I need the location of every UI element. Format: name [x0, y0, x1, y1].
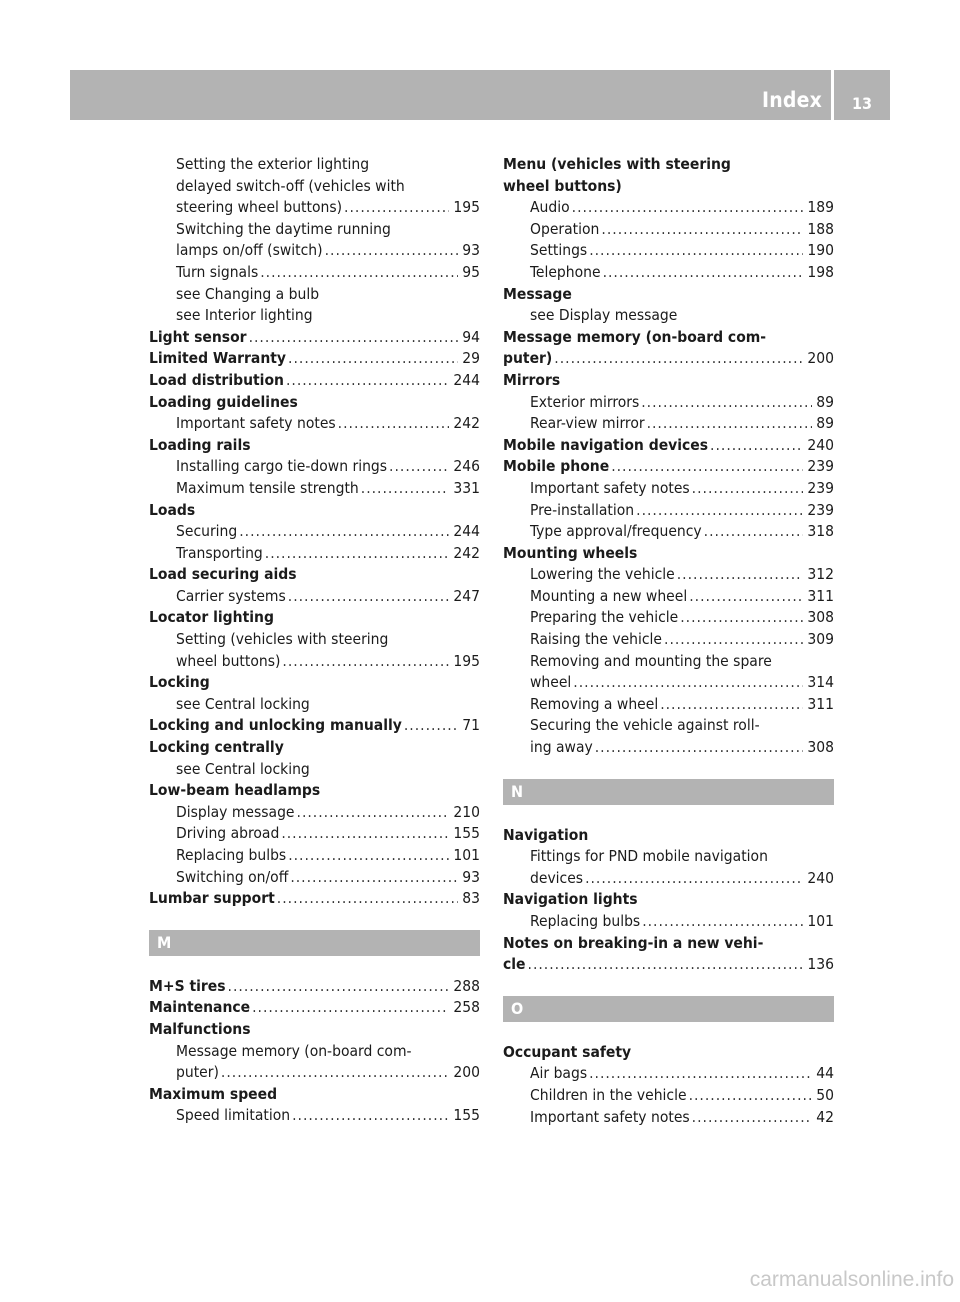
index-entry-text: Locking centrally — [149, 738, 284, 757]
index-entry-text: Limited Warranty — [149, 349, 287, 368]
dot-leader — [221, 1062, 449, 1084]
page-number: 13 — [851, 94, 873, 113]
index-entry-text: Low-beam headlamps — [149, 781, 321, 800]
index-page-ref: 311 — [807, 694, 834, 713]
index-entry-text: Lowering the vehicle — [530, 565, 675, 584]
index-entry — [149, 1019, 480, 1041]
index-subentry — [149, 521, 480, 543]
index-entry-text: Switching the daytime running — [176, 219, 391, 238]
index-entry-text: Navigation lights — [503, 890, 638, 909]
index-entry-text: Children in the vehicle — [530, 1085, 687, 1104]
index-letter-heading: O — [503, 996, 834, 1022]
index-subentry — [149, 543, 480, 565]
index-page-ref: 239 — [807, 457, 834, 476]
index-entry-text: Mounting a new wheel — [530, 586, 688, 605]
index-page-ref: 312 — [807, 565, 834, 584]
index-subentry — [503, 868, 834, 890]
index-subentry — [149, 1041, 480, 1063]
index-entry-text: Settings — [530, 241, 588, 260]
index-entry-text: lamps on/off (switch) — [176, 241, 323, 260]
index-entry — [503, 543, 834, 565]
dot-leader — [249, 327, 459, 349]
dot-leader — [290, 867, 458, 889]
index-page-ref: 200 — [807, 349, 834, 368]
dot-leader — [647, 413, 813, 435]
index-entry — [503, 889, 834, 911]
index-entry-text: see Central locking — [176, 759, 310, 778]
index-page-ref: 93 — [462, 241, 480, 260]
index-entry-text: Pre-installation — [530, 500, 635, 519]
index-entry-text: cle — [503, 955, 526, 974]
dot-leader — [611, 456, 803, 478]
dot-leader — [281, 823, 449, 845]
index-entry — [503, 370, 834, 392]
index-subentry — [503, 1107, 834, 1129]
index-entry-text: Operation — [530, 219, 600, 238]
index-page-ref: 44 — [816, 1064, 834, 1083]
index-entry-text: M+S tires — [149, 976, 226, 995]
index-entry-text: Preparing the vehicle — [530, 608, 679, 627]
index-entry-text: Load distribution — [149, 370, 284, 389]
index-entry-text: Menu (vehicles with steering — [503, 155, 731, 173]
index-entry — [149, 607, 480, 629]
index-entry — [149, 1084, 480, 1106]
index-entry-text: Telephone — [530, 262, 601, 281]
index-entry-text: Message — [503, 284, 572, 303]
index-subentry — [149, 629, 480, 651]
index-subentry — [149, 478, 480, 500]
index-subentry — [503, 629, 834, 651]
index-entry — [503, 348, 834, 370]
index-entry — [503, 825, 834, 847]
index-page-ref: 101 — [807, 912, 834, 930]
index-entry-text: Locking and unlocking manually — [149, 716, 402, 735]
index-entry — [149, 564, 480, 586]
index-page-ref: 210 — [453, 802, 480, 821]
index-entry — [149, 327, 480, 349]
index-subentry — [149, 1062, 480, 1084]
index-entry-text: devices — [530, 868, 584, 887]
dot-leader — [589, 1063, 812, 1085]
dot-leader — [601, 219, 803, 241]
index-subentry — [503, 694, 834, 716]
index-subentry — [149, 823, 480, 845]
dot-leader — [660, 694, 803, 716]
index-page-ref: 242 — [453, 543, 480, 562]
index-page-ref: 93 — [462, 867, 480, 886]
index-page-ref: 244 — [453, 370, 480, 389]
index-subentry — [149, 413, 480, 435]
index-page-ref: 195 — [453, 651, 480, 670]
index-entry-text: Replacing bulbs — [176, 846, 287, 864]
index-entry — [503, 176, 834, 198]
index-subentry — [503, 500, 834, 522]
index-subentry — [503, 607, 834, 629]
index-column-right — [503, 154, 834, 1128]
dot-leader — [344, 197, 449, 219]
dot-leader — [710, 435, 803, 457]
index-entry-text: Maximum speed — [149, 1084, 278, 1103]
dot-leader — [325, 240, 459, 262]
index-subentry — [149, 867, 480, 889]
index-page-ref: 94 — [462, 327, 480, 346]
index-entry-text: see Display message — [530, 306, 678, 325]
index-entry — [503, 284, 834, 306]
index-subentry — [149, 176, 480, 198]
index-subentry — [503, 240, 834, 262]
dot-leader — [554, 348, 803, 370]
index-entry-text: Mounting wheels — [503, 543, 638, 562]
index-page-ref: 95 — [462, 262, 480, 281]
index-subentry — [149, 284, 480, 306]
index-entry — [503, 1042, 834, 1064]
index-entry-text: Loading rails — [149, 435, 251, 454]
dot-leader — [677, 564, 804, 586]
dot-leader — [692, 478, 804, 500]
index-entry-text: Securing the vehicle against roll- — [530, 716, 760, 735]
dot-leader — [641, 392, 812, 414]
dot-leader — [228, 976, 450, 998]
index-entry-text: Load securing aids — [149, 565, 297, 584]
index-subentry — [149, 154, 480, 176]
index-entry-text: Message memory (on-board com- — [176, 1041, 412, 1060]
index-entry-text: Loads — [149, 500, 196, 519]
index-entry-text: Fittings for PND mobile navigation — [530, 847, 768, 866]
dot-leader — [282, 651, 449, 673]
index-entry-text: Loading guidelines — [149, 392, 298, 411]
index-entry-text: puter) — [176, 1063, 219, 1082]
index-subentry — [503, 478, 834, 500]
index-entry — [149, 435, 480, 457]
index-entry — [503, 435, 834, 457]
index-entry-text: Important safety notes — [530, 478, 690, 497]
index-subentry — [503, 413, 834, 435]
index-subentry — [503, 262, 834, 284]
index-entry-text: Switching on/off — [176, 867, 289, 886]
index-entry-text: Maintenance — [149, 998, 251, 1017]
index-entry-text: Transporting — [176, 543, 263, 562]
index-subentry — [503, 911, 834, 933]
index-entry-text: Driving abroad — [176, 824, 280, 843]
dot-leader — [664, 629, 803, 651]
index-entry-text: Navigation — [503, 825, 589, 844]
index-subentry — [149, 759, 480, 781]
index-subentry — [503, 521, 834, 543]
dot-leader — [572, 197, 804, 219]
index-entry-text: Replacing bulbs — [530, 912, 641, 930]
index-page-ref: 308 — [807, 608, 834, 627]
index-subentry — [503, 305, 834, 327]
dot-leader — [297, 802, 450, 824]
index-page-ref: 195 — [453, 198, 480, 217]
index-subentry — [503, 197, 834, 219]
index-entry-text: Mirrors — [503, 370, 561, 389]
index-letter-heading: M — [149, 930, 480, 956]
index-entry-text: Setting (vehicles with steering — [176, 630, 389, 649]
index-entry — [149, 976, 480, 998]
index-page-ref: 331 — [453, 478, 480, 497]
index-subentry — [149, 456, 480, 478]
index-entry-text: wheel buttons) — [503, 176, 622, 195]
index-page-ref: 239 — [807, 500, 834, 519]
index-entry — [149, 715, 480, 737]
index-subentry — [503, 651, 834, 673]
index-page-ref: 309 — [807, 630, 834, 649]
index-entry-text: Occupant safety — [503, 1042, 632, 1061]
dot-leader — [589, 240, 803, 262]
index-subentry — [503, 586, 834, 608]
dot-leader — [288, 845, 449, 867]
dot-leader — [292, 1105, 449, 1127]
index-entry — [503, 154, 834, 176]
index-page-ref: 240 — [807, 435, 834, 454]
index-page-ref: 188 — [807, 219, 834, 238]
index-subentry — [149, 240, 480, 262]
dot-leader — [288, 348, 458, 370]
index-subentry — [503, 564, 834, 586]
index-entry-text: Malfunctions — [149, 1019, 251, 1038]
dot-leader — [389, 456, 449, 478]
dot-leader — [585, 868, 803, 890]
index-entry-text: Removing a wheel — [530, 694, 659, 713]
index-entry-text: Air bags — [530, 1064, 588, 1083]
index-entry-text: Mobile navigation devices — [503, 435, 709, 454]
index-entry-text: Speed limitation — [176, 1106, 291, 1125]
index-entry-text: Maximum tensile strength — [176, 478, 359, 497]
dot-leader — [704, 521, 804, 543]
index-entry-text: Locking — [149, 673, 210, 692]
index-page-ref: 314 — [807, 673, 834, 692]
dot-leader — [277, 888, 458, 910]
index-entry-text: Notes on breaking-in a new vehi- — [503, 933, 764, 952]
index-entry-text: delayed switch-off (vehicles with — [176, 176, 405, 195]
index-entry-text: Exterior mirrors — [530, 392, 640, 411]
index-page-ref: 318 — [807, 522, 834, 541]
index-entry — [149, 500, 480, 522]
index-page-ref: 200 — [453, 1063, 480, 1082]
index-page-ref: 189 — [807, 198, 834, 217]
index-page-ref: 308 — [807, 738, 834, 757]
index-subentry — [149, 219, 480, 241]
dot-leader — [260, 262, 458, 284]
index-entry-text: steering wheel buttons) — [176, 198, 343, 217]
index-page-ref: 247 — [453, 586, 480, 605]
index-entry-text: see Interior lighting — [176, 306, 313, 325]
index-entry — [149, 672, 480, 694]
index-page-ref: 83 — [462, 889, 480, 908]
index-entry-text: Lumbar support — [149, 889, 275, 908]
dot-leader — [265, 543, 450, 565]
dot-leader — [689, 586, 803, 608]
index-page-ref: 246 — [453, 457, 480, 476]
dot-leader — [288, 586, 450, 608]
dot-leader — [689, 1085, 813, 1107]
index-subentry — [149, 262, 480, 284]
index-page-ref: 136 — [807, 955, 834, 974]
index-subentry — [503, 392, 834, 414]
dot-leader — [239, 521, 449, 543]
index-entry-text: ing away — [530, 738, 593, 757]
index-page-ref: 242 — [453, 414, 480, 433]
index-page-ref: 89 — [816, 414, 834, 433]
index-page-ref: 155 — [453, 1106, 480, 1125]
dot-leader — [692, 1107, 813, 1129]
dot-leader — [361, 478, 450, 500]
index-subentry — [149, 586, 480, 608]
index-entry-text: Carrier systems — [176, 586, 286, 605]
index-page-ref: 89 — [816, 392, 834, 411]
index-entry-text: Type approval/frequency — [530, 522, 702, 541]
index-entry-text: Important safety notes — [176, 414, 336, 433]
index-entry-text: puter) — [503, 349, 553, 368]
dot-leader — [642, 911, 803, 933]
index-entry-text: see Changing a bulb — [176, 284, 320, 303]
index-entry-text: Turn signals — [176, 262, 259, 281]
index-entry-text: Audio — [530, 198, 570, 217]
index-entry-text: Removing and mounting the spare — [530, 651, 772, 670]
index-entry — [149, 370, 480, 392]
index-entry — [149, 737, 480, 759]
watermark: carmanualsonline.info — [749, 1268, 954, 1291]
dot-leader — [338, 413, 450, 435]
index-page-ref: 239 — [807, 478, 834, 497]
index-page-ref: 311 — [807, 586, 834, 605]
dot-leader — [680, 607, 803, 629]
index-entry-text: Display message — [176, 802, 295, 821]
dot-leader — [573, 672, 803, 694]
index-subentry — [149, 802, 480, 824]
index-entry — [149, 348, 480, 370]
index-entry-text: Message memory (on-board com- — [503, 327, 767, 346]
index-entry-text: Setting the exterior lighting — [176, 155, 370, 173]
index-page-ref: 101 — [453, 846, 480, 864]
index-entry-text: Locator lighting — [149, 608, 274, 627]
index-subentry — [149, 1105, 480, 1127]
index-page-ref: 42 — [816, 1107, 834, 1126]
index-subentry — [503, 846, 834, 868]
index-entry — [503, 954, 834, 976]
index-subentry — [149, 651, 480, 673]
dot-leader — [404, 715, 458, 737]
dot-leader — [286, 370, 449, 392]
dot-leader — [252, 997, 449, 1019]
index-letter-heading: N — [503, 779, 834, 805]
index-entry-text: Light sensor — [149, 327, 247, 346]
index-page-ref: 288 — [453, 976, 480, 995]
index-entry — [149, 997, 480, 1019]
index-page-ref: 71 — [462, 716, 480, 735]
index-page-ref: 155 — [453, 824, 480, 843]
index-entry — [503, 327, 834, 349]
index-page-ref: 244 — [453, 522, 480, 541]
index-entry-text: Installing cargo tie-down rings — [176, 457, 388, 476]
index-page-ref: 240 — [807, 868, 834, 887]
index-page-ref: 258 — [453, 998, 480, 1017]
index-entry — [503, 456, 834, 478]
index-entry — [149, 888, 480, 910]
dot-leader — [595, 737, 804, 759]
page-section-title: Index — [761, 88, 822, 112]
dot-leader — [603, 262, 804, 284]
index-column-left — [149, 154, 480, 1127]
index-subentry — [503, 219, 834, 241]
index-entry-text: Raising the vehicle — [530, 630, 663, 649]
index-entry-text: Rear-view mirror — [530, 414, 645, 433]
index-subentry — [503, 737, 834, 759]
index-subentry — [503, 715, 834, 737]
dot-leader — [528, 954, 804, 976]
index-subentry — [503, 672, 834, 694]
index-entry — [503, 933, 834, 955]
index-entry-text: wheel — [530, 673, 572, 692]
index-entry-text: Mobile phone — [503, 457, 610, 476]
dot-leader — [636, 500, 803, 522]
index-entry — [149, 780, 480, 802]
index-subentry — [149, 305, 480, 327]
index-entry-text: see Central locking — [176, 694, 310, 713]
index-entry-text: Securing — [176, 522, 238, 541]
index-entry — [149, 392, 480, 414]
index-subentry — [149, 197, 480, 219]
index-subentry — [149, 694, 480, 716]
index-subentry — [149, 845, 480, 867]
index-page-ref: 50 — [816, 1085, 834, 1104]
index-page-ref: 29 — [462, 349, 480, 368]
index-page-ref: 198 — [807, 262, 834, 281]
index-subentry — [503, 1085, 834, 1107]
index-entry-text: wheel buttons) — [176, 651, 281, 670]
index-page-ref: 190 — [807, 241, 834, 260]
index-entry-text: Important safety notes — [530, 1107, 690, 1126]
index-subentry — [503, 1063, 834, 1085]
